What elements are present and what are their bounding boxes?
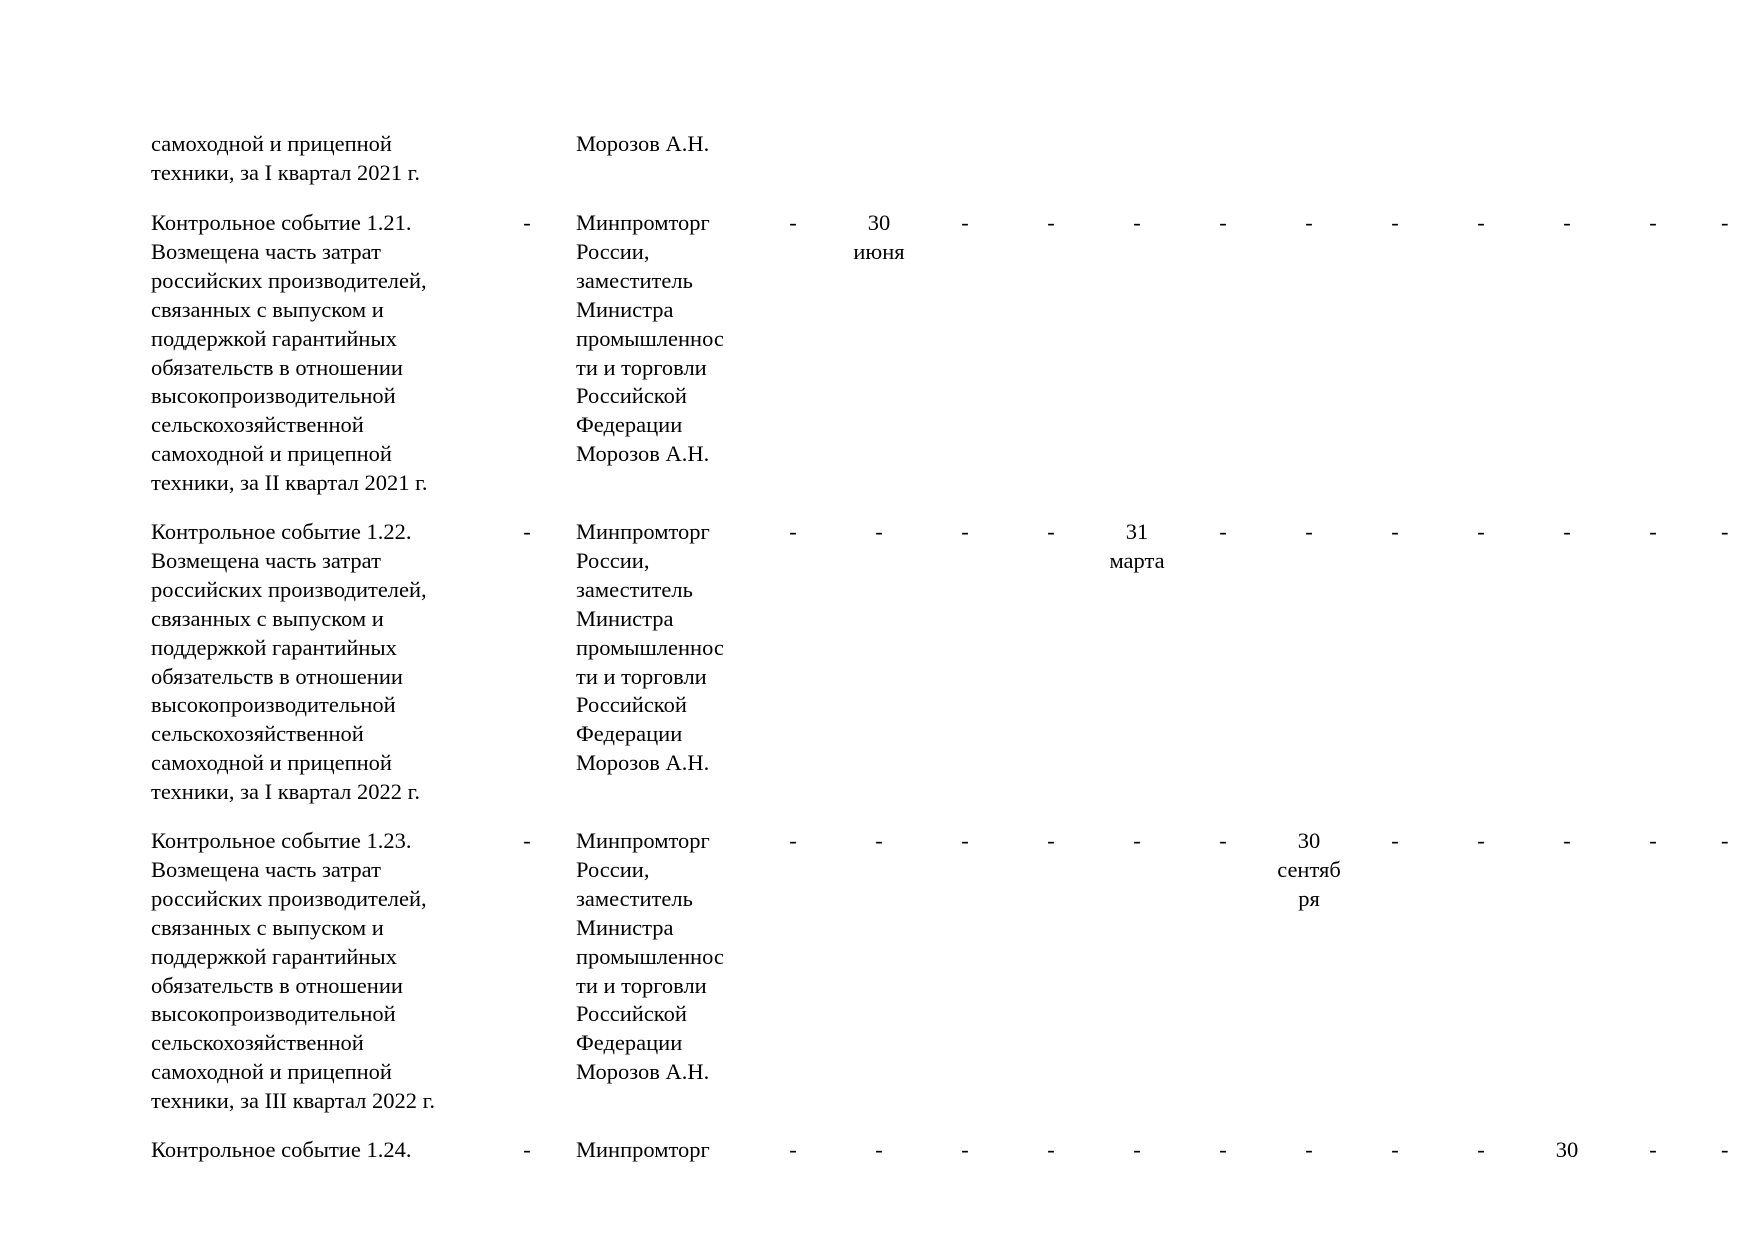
event-name: Контрольное событие 1.24. bbox=[151, 1137, 412, 1162]
month-cell: - bbox=[1047, 1137, 1055, 1162]
month-cell: - bbox=[1133, 1137, 1141, 1162]
month-cell: 31 марта bbox=[1109, 519, 1165, 573]
month-cell: - bbox=[961, 1137, 969, 1162]
month-cell: - bbox=[1305, 1137, 1313, 1162]
responsible-executor: Минпромторг России, заместитель Министра промышленнос ти и торговли Российской Федерации Морозов А.Н. bbox=[576, 828, 724, 1085]
month-cell: - bbox=[961, 519, 969, 544]
month-cell: - bbox=[875, 1137, 883, 1162]
month-cell: - bbox=[1305, 210, 1313, 235]
month-cell: 30 bbox=[1555, 1137, 1579, 1162]
event-name: Контрольное событие 1.23. Возмещена часть затрат российских производителей, связанных с выпуском и поддержкой гарантийных обязательств в отношении высокопроизводительной сельскохозяйственной самоходной и прицепной техники, за III квартал 2022 г. bbox=[151, 828, 435, 1114]
month-cell: - bbox=[1477, 210, 1485, 235]
month-cell: - bbox=[1047, 210, 1055, 235]
month-cell: - bbox=[789, 1137, 797, 1162]
month-cell: - bbox=[1391, 828, 1399, 853]
event-name: Контрольное событие 1.22. Возмещена часть затрат российских производителей, связанных с выпуском и поддержкой гарантийных обязательств в отношении высокопроизводительной сельскохозяйственной самоходной и прицепной техники, за I квартал 2022 г. bbox=[151, 519, 427, 805]
month-cell: - bbox=[961, 210, 969, 235]
month-cell: - bbox=[1305, 519, 1313, 544]
month-cell: - bbox=[1649, 828, 1657, 853]
month-cell: - bbox=[1133, 828, 1141, 853]
month-cell: - bbox=[1133, 210, 1141, 235]
month-cell: - bbox=[1477, 828, 1485, 853]
responsible-executor: Морозов А.Н. bbox=[576, 131, 710, 156]
event-marker: - bbox=[523, 519, 531, 544]
month-cell: - bbox=[1649, 1137, 1657, 1162]
month-cell: - bbox=[1391, 210, 1399, 235]
event-marker: - bbox=[523, 828, 531, 853]
event-marker: - bbox=[523, 1137, 531, 1162]
month-cell: - bbox=[1219, 210, 1227, 235]
month-cell: - bbox=[1649, 210, 1657, 235]
responsible-executor: Минпромторг России, заместитель Министра промышленнос ти и торговли Российской Федерации Морозов А.Н. bbox=[576, 519, 724, 776]
event-name: самоходной и прицепной техники, за I квартал 2021 г. bbox=[151, 131, 420, 185]
month-cell: - bbox=[1047, 828, 1055, 853]
month-cell: - bbox=[875, 828, 883, 853]
month-cell: - bbox=[1563, 519, 1571, 544]
month-cell: - bbox=[1721, 210, 1729, 235]
month-cell: - bbox=[1219, 519, 1227, 544]
month-cell: - bbox=[1721, 519, 1729, 544]
month-cell: - bbox=[1721, 1137, 1729, 1162]
month-cell: 30 сентяб ря bbox=[1277, 828, 1341, 911]
month-cell: - bbox=[789, 210, 797, 235]
month-cell: - bbox=[789, 519, 797, 544]
month-cell: 30 июня bbox=[853, 210, 905, 264]
event-marker: - bbox=[523, 210, 531, 235]
month-cell: - bbox=[1219, 1137, 1227, 1162]
month-cell: - bbox=[1047, 519, 1055, 544]
event-name: Контрольное событие 1.21. Возмещена часть затрат российских производителей, связанных с выпуском и поддержкой гарантийных обязательств в отношении высокопроизводительной сельскохозяйственной самоходной и прицепной техники, за II квартал 2021 г. bbox=[151, 210, 428, 496]
responsible-executor: Минпромторг bbox=[576, 1137, 710, 1162]
month-cell: - bbox=[1563, 210, 1571, 235]
month-cell: - bbox=[875, 519, 883, 544]
responsible-executor: Минпромторг России, заместитель Министра промышленнос ти и торговли Российской Федерации Морозов А.Н. bbox=[576, 210, 724, 467]
month-cell: - bbox=[1391, 519, 1399, 544]
month-cell: - bbox=[1563, 828, 1571, 853]
month-cell: - bbox=[1649, 519, 1657, 544]
month-cell: - bbox=[961, 828, 969, 853]
month-cell: - bbox=[1477, 519, 1485, 544]
month-cell: - bbox=[789, 828, 797, 853]
month-cell: - bbox=[1219, 828, 1227, 853]
month-cell: - bbox=[1391, 1137, 1399, 1162]
month-cell: - bbox=[1721, 828, 1729, 853]
month-cell: - bbox=[1477, 1137, 1485, 1162]
